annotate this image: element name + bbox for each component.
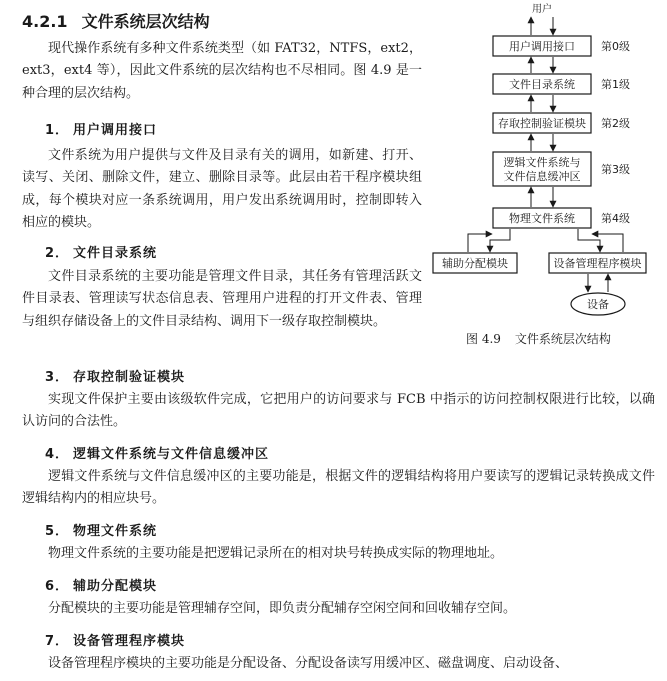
section-title: [22, 9, 210, 32]
item-text-3: 实现文件保护主要由该级软件完成，它把用户的访问要求与 FCB 中指示的访问控制权限进行比较，以确认访问的合法性。: [22, 392, 655, 430]
figure-caption: [466, 330, 611, 347]
arrow-to-aux: [490, 229, 510, 252]
layer-label-0: 用户调用接口: [509, 40, 575, 53]
intro-paragraph: 现代操作系统有多种文件系统类型（如 FAT32，NTFS，ext2，ext3，ext4 等），因此文件系统的层次结构也不尽相同。图 4.9 是一种合理的层次结构。: [22, 41, 422, 101]
arrow-from-aux: [468, 234, 492, 252]
item-heading-4: 4． 逻辑文件系统与文件信息缓冲区: [45, 447, 270, 462]
item-heading-5: 5． 物理文件系统: [45, 524, 158, 539]
item-heading-6: 6． 辅助分配模块: [45, 579, 158, 594]
hierarchy-diagram: [428, 0, 663, 325]
item-text-4: 逻辑文件系统与文件信息缓冲区的主要功能是，根据文件的逻辑结构将用户要读写的逻辑记录转换成文件逻辑结构内的相应块号。: [22, 469, 655, 507]
figure-title: 文件系统层次结构: [514, 332, 611, 346]
item-text-5: 物理文件系统的主要功能是把逻辑记录所在的相对块号转换成实际的物理地址。: [48, 546, 504, 561]
item-heading-3: 3． 存取控制验证模块: [45, 370, 186, 385]
figure-number: 图 4.9: [466, 332, 501, 346]
level-label-2: 第2级: [601, 117, 630, 130]
device-label: 设备: [587, 298, 609, 311]
item-heading-7: 7． 设备管理程序模块: [45, 634, 186, 649]
level-label-0: 第0级: [601, 40, 630, 53]
layer-label-1: 文件目录系统: [509, 78, 575, 91]
item-text-2: 文件目录系统的主要功能是管理文件目录，其任务有管理活跃文件目录表、管理读写状态信息表、管理用户进程的打开文件表、管理与组织存储设备上的文件目录结构、调用下一级存取控制模块。: [22, 269, 422, 329]
layer-label-3a: 逻辑文件系统与: [503, 156, 581, 169]
item-text-6: 分配模块的主要功能是管理辅存空间，即负责分配辅存空闲空间和回收辅存空间。: [48, 601, 517, 616]
level-label-3: 第3级: [601, 163, 630, 176]
arrow-from-devmgr: [592, 234, 623, 252]
layer-label-3b: 文件信息缓冲区: [503, 170, 581, 183]
item-heading-1: 1． 用户调用接口: [45, 123, 158, 138]
level-label-4: 第4级: [601, 212, 630, 225]
layer-label-4: 物理文件系统: [509, 212, 575, 225]
level-label-1: 第1级: [601, 78, 630, 91]
item-text-7: 设备管理程序模块的主要功能是分配设备、分配设备读写用缓冲区、磁盘调度、启动设备、: [48, 656, 569, 671]
arrow-to-devmgr: [578, 229, 600, 252]
item-text-1: 文件系统为用户提供与文件及目录有关的调用，如新建、打开、读写、关闭、删除文件，建立、删除目录等。此层由若干程序模块组成，每个模块对应一条系统调用，用户发出系统调用时，控制即转入相应的模块。: [22, 148, 422, 230]
section-title-text: 文件系统层次结构: [81, 12, 210, 31]
devmgr-module-label: 设备管理程序模块: [553, 257, 642, 270]
layer-label-2: 存取控制验证模块: [498, 117, 586, 130]
item-heading-2: 2． 文件目录系统: [45, 246, 158, 261]
user-label: 用户: [532, 4, 552, 15]
aux-module-label: 辅助分配模块: [442, 257, 508, 270]
section-number: 4.2.1: [22, 12, 68, 31]
